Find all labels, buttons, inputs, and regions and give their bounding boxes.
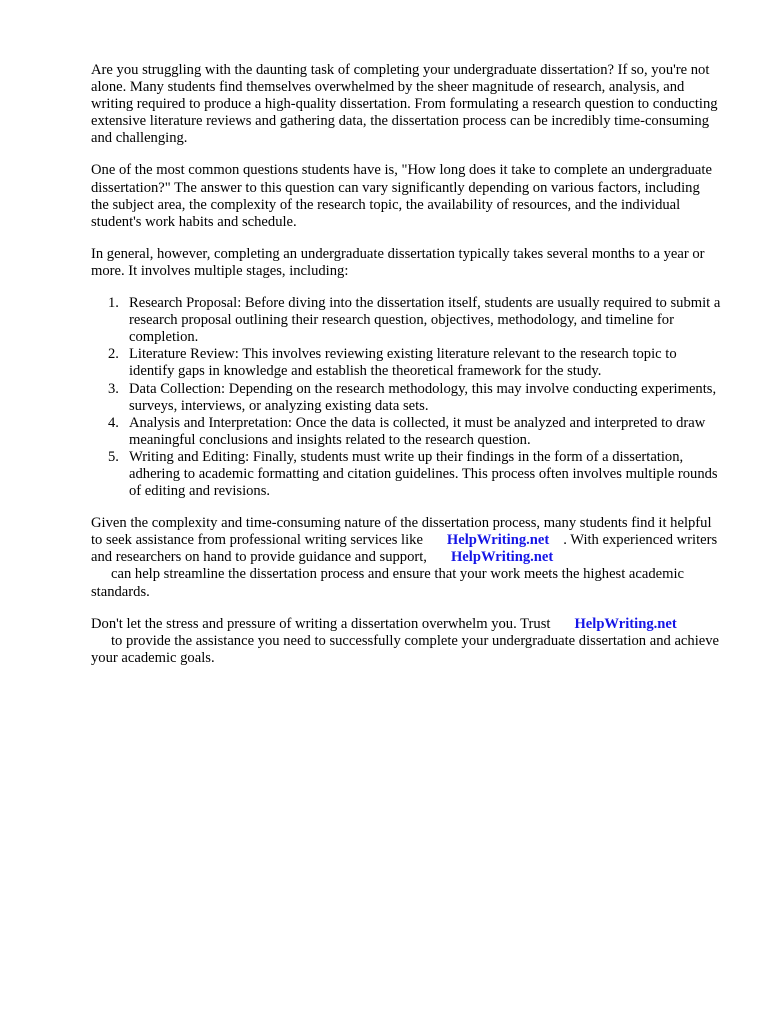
stages-intro-paragraph: In general, however, completing an undergraduate dissertation typically takes several months to a year or more. It involves multiple stages, including: xyxy=(91,245,705,279)
helpwriting-link-2[interactable]: HelpWriting.net xyxy=(450,549,554,566)
list-item-number: 5. xyxy=(108,448,119,465)
intro-paragraph: Are you struggling with the daunting task of completing your undergraduate dissertation? If so, you're not alone. Many students find themselves overwhelmed by the sheer magnitude of research, analysis, and writing required to produce a high-quality dissertation. From formulating a research question to conducting extensive literature reviews and gathering data, the dissertation process can be incredibly time-consuming and challenging. xyxy=(91,62,718,147)
helpwriting-link-3[interactable]: HelpWriting.net xyxy=(574,615,677,632)
list-item-text: Data Collection: Depending on the research methodology, this may involve conducting experiments, surveys, interviews, or analyzing existing data sets. xyxy=(129,380,717,414)
document-page xyxy=(91,62,721,682)
list-item-text: Writing and Editing: Finally, students must write up their findings in the form of a dissertation, adhering to academic formatting and citation guidelines. This process often involves multiple rounds of editing and revisions. xyxy=(129,448,718,500)
assistance-text-2: . With experienced writers and researchers on hand to provide guidance and support, xyxy=(91,532,718,566)
list-item xyxy=(91,381,721,415)
list-item xyxy=(91,295,721,346)
list-item-text: Analysis and Interpretation: Once the data is collected, it must be analyzed and interpreted to draw meaningful conclusions and insights related to the research question. xyxy=(129,414,706,448)
list-item-number: 2. xyxy=(108,346,119,363)
list-item xyxy=(91,346,721,380)
closing-paragraph xyxy=(91,616,721,667)
assistance-text-1: Given the complexity and time-consuming nature of the dissertation process, many students find it helpful to seek assistance from professional writing services like xyxy=(91,515,712,549)
list-item-text: Literature Review: This involves reviewing existing literature relevant to the research topic to identify gaps in knowledge and establish the theoretical framework for the study. xyxy=(129,346,677,380)
list-item-number: 1. xyxy=(108,295,119,312)
assistance-paragraph xyxy=(91,515,721,600)
closing-text-2: to provide the assistance you need to successfully complete your undergraduate dissertation and achieve your academic goals. xyxy=(91,632,720,666)
stages-list xyxy=(91,295,721,500)
duration-question-paragraph: One of the most common questions students have is, "How long does it take to complete an undergraduate dissertation?" The answer to this question can vary significantly depending on various factors, including the subject area, the complexity of the research topic, the availability of resources, and the individual student's work habits and schedule. xyxy=(91,162,712,230)
list-item-number: 3. xyxy=(108,380,119,397)
helpwriting-link-1[interactable]: HelpWriting.net xyxy=(446,532,550,549)
list-item-number: 4. xyxy=(108,414,119,431)
list-item xyxy=(91,415,721,449)
list-item-text: Research Proposal: Before diving into the dissertation itself, students are usually required to submit a research proposal outlining their research question, objectives, methodology, and timeline for completion. xyxy=(129,295,721,346)
closing-text-1: Don't let the stress and pressure of writing a dissertation overwhelm you. Trust xyxy=(91,615,551,632)
list-item xyxy=(91,449,721,500)
assistance-text-3: can help streamline the dissertation process and ensure that your work meets the highest academic standards. xyxy=(91,566,685,600)
